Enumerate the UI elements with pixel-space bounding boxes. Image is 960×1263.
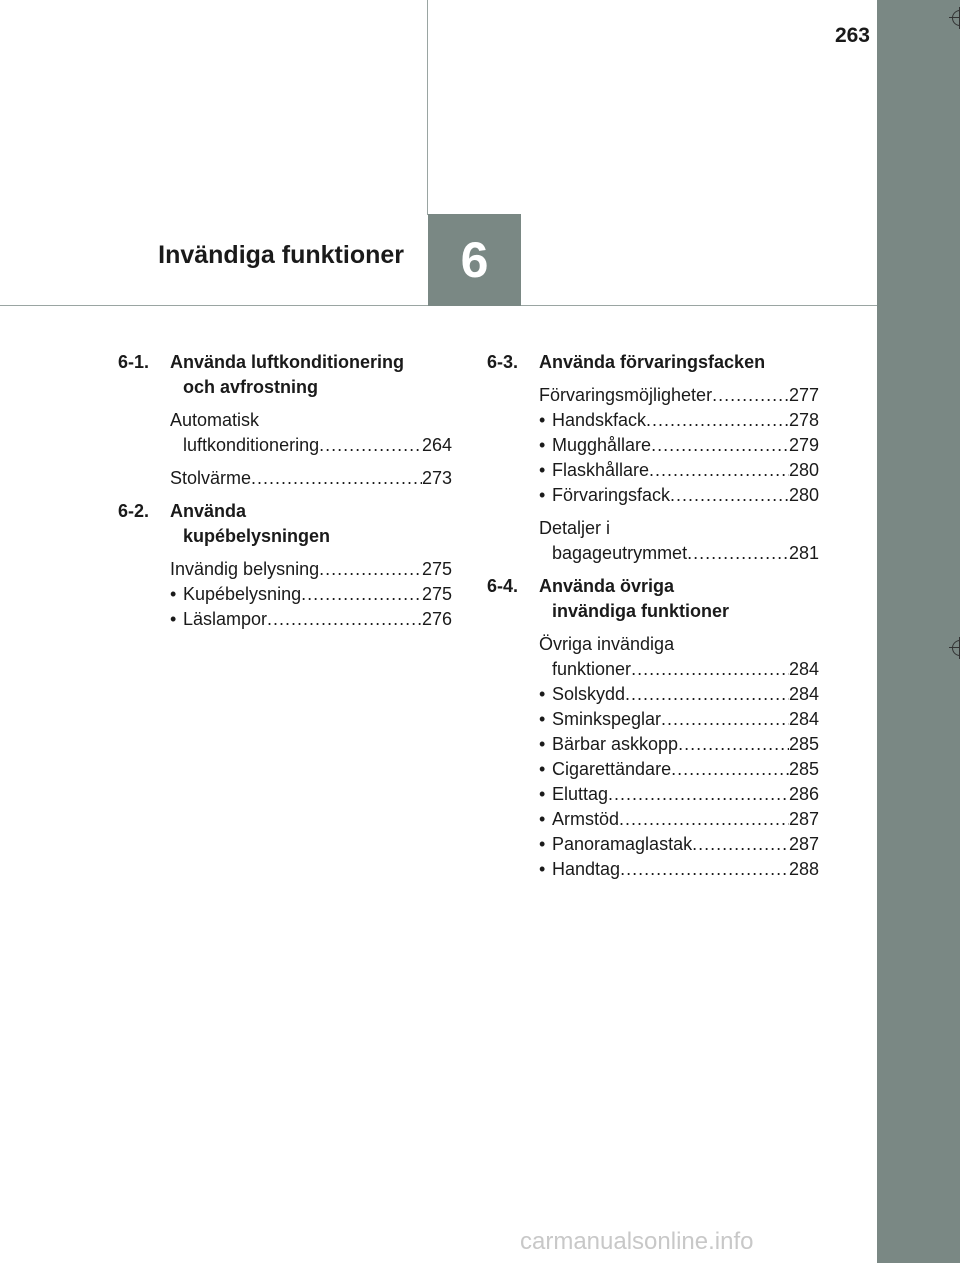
toc-entry-label: Panoramaglastak	[552, 834, 693, 854]
dot-leader	[301, 582, 422, 607]
toc-entry-line	[539, 657, 819, 682]
toc-entry-page: 285	[788, 759, 819, 779]
toc-entry-line	[552, 807, 819, 832]
toc-entry-label: Eluttag	[552, 784, 609, 804]
toc-entry[interactable]	[118, 557, 452, 582]
bullet-icon: •	[170, 584, 177, 604]
toc-entry-label: Invändig belysning	[170, 559, 320, 579]
bullet-icon: •	[539, 435, 546, 455]
dot-leader	[712, 383, 789, 408]
dot-leader	[692, 832, 789, 857]
dot-leader	[251, 466, 422, 491]
toc-section-number: 6-1.	[118, 352, 150, 372]
toc-entry-page: 287	[788, 834, 819, 854]
toc-entry-line	[552, 832, 819, 857]
toc-section-title	[170, 499, 452, 549]
toc-entry-page: 284	[788, 659, 819, 679]
toc-entry[interactable]	[487, 516, 819, 566]
toc-section-6-2[interactable]	[118, 499, 452, 549]
toc-entry-label: Bärbar askkopp	[552, 734, 679, 754]
toc-section-6-1[interactable]	[118, 350, 452, 400]
dot-leader	[631, 657, 789, 682]
dot-leader	[678, 732, 789, 757]
toc-section-6-4[interactable]	[487, 574, 819, 624]
toc-entry-page: 280	[788, 460, 819, 480]
toc-entry[interactable]	[487, 458, 819, 483]
toc-entry-page: 287	[788, 809, 819, 829]
dot-leader	[608, 782, 789, 807]
chapter-side-bar	[877, 0, 960, 1263]
toc-entry-line	[539, 516, 819, 541]
toc-section-title-line: och avfrostning	[183, 377, 319, 397]
bullet-icon: •	[539, 734, 546, 754]
toc-entry-line	[552, 483, 819, 508]
toc-entry[interactable]	[487, 682, 819, 707]
toc-entry-page: 284	[788, 709, 819, 729]
toc-entry[interactable]	[487, 408, 819, 433]
toc-entry[interactable]	[118, 408, 452, 458]
chapter-title: Invändiga funktioner	[158, 241, 404, 269]
dot-leader	[319, 433, 422, 458]
toc-entry-label: Detaljer i	[539, 518, 611, 538]
toc-entry-label: Förvaringsmöjligheter	[539, 385, 713, 405]
toc-entry-line	[539, 541, 819, 566]
toc-entry-label: Automatisk	[170, 410, 260, 430]
bullet-icon: •	[170, 609, 177, 629]
toc-section-title-line: Använda luftkonditionering	[170, 352, 404, 372]
bullet-icon: •	[539, 485, 546, 505]
toc-entry-line	[170, 557, 452, 582]
toc-entry-label: Förvaringsfack	[552, 485, 671, 505]
dot-leader	[619, 807, 789, 832]
toc-section-number: 6-3.	[487, 352, 519, 372]
bullet-icon: •	[539, 834, 546, 854]
toc-entry-label: bagageutrymmet	[552, 543, 688, 563]
dot-leader	[661, 707, 789, 732]
toc-entry-page: 286	[788, 784, 819, 804]
toc-entry-label: Solskydd	[552, 684, 626, 704]
toc-entry-page: 276	[421, 609, 452, 629]
dot-leader	[319, 557, 422, 582]
page-number: 263	[834, 24, 870, 47]
bullet-icon: •	[539, 684, 546, 704]
toc-entry-label: Handskfack	[552, 410, 647, 430]
toc-entry-label: Mugghållare	[552, 435, 652, 455]
toc-entry-page: 275	[421, 559, 452, 579]
toc-entry-line	[539, 383, 819, 408]
toc-entry-line	[183, 582, 452, 607]
vertical-rule	[427, 0, 428, 215]
toc-entry[interactable]	[487, 632, 819, 682]
toc-entry-page: 273	[421, 468, 452, 488]
chapter-number-box	[428, 214, 521, 306]
toc-section-title	[539, 574, 819, 624]
bullet-icon: •	[539, 784, 546, 804]
toc-entry-page: 284	[788, 684, 819, 704]
toc-entry-line	[552, 408, 819, 433]
toc-section-number: 6-2.	[118, 501, 150, 521]
toc-entry-line	[539, 632, 819, 657]
toc-entry-page: 278	[788, 410, 819, 430]
toc-entry[interactable]	[118, 582, 452, 607]
dot-leader	[267, 607, 422, 632]
toc-entry-label: Läslampor	[183, 609, 268, 629]
toc-entry-line	[170, 408, 452, 433]
bullet-icon: •	[539, 759, 546, 779]
toc-entry[interactable]	[487, 483, 819, 508]
toc-entry-page: 281	[788, 543, 819, 563]
toc-entry-line	[552, 857, 819, 882]
chapter-number: 6	[460, 232, 489, 288]
toc-entry[interactable]	[487, 832, 819, 857]
bullet-icon: •	[539, 709, 546, 729]
toc-entry-label: luftkonditionering	[183, 435, 320, 455]
toc-entry-label: Cigarettändare	[552, 759, 672, 779]
toc-entry-page: 264	[421, 435, 452, 455]
toc-entry-page: 279	[788, 435, 819, 455]
registration-mark-icon	[949, 637, 960, 659]
toc-entry[interactable]	[118, 466, 452, 491]
toc-entry-line	[170, 466, 452, 491]
toc-entry-line	[552, 433, 819, 458]
toc-entry-line	[183, 607, 452, 632]
toc-entry[interactable]	[487, 757, 819, 782]
watermark: carmanualsonline.info	[520, 1228, 754, 1255]
toc-entry-page: 277	[788, 385, 819, 405]
toc-entry-label: Övriga invändiga	[539, 634, 675, 654]
toc-entry-label: funktioner	[552, 659, 632, 679]
toc-entry[interactable]	[118, 607, 452, 632]
toc-entry-page: 285	[788, 734, 819, 754]
toc-section-title-line: kupébelysningen	[183, 526, 331, 546]
bullet-icon: •	[539, 410, 546, 430]
toc-left-column	[118, 350, 452, 640]
toc-entry[interactable]	[487, 732, 819, 757]
dot-leader	[670, 483, 789, 508]
toc-entry-label: Kupébelysning	[183, 584, 302, 604]
toc-section-title-line: invändiga funktioner	[552, 601, 730, 621]
toc-entry-line	[552, 682, 819, 707]
registration-mark-icon	[949, 7, 960, 29]
toc-section-title-line: Använda	[170, 501, 247, 521]
toc-entry-label: Stolvärme	[170, 468, 252, 488]
toc-entry-line	[170, 433, 452, 458]
toc-section-number: 6-4.	[487, 576, 519, 596]
toc-entry-line	[552, 782, 819, 807]
bullet-icon: •	[539, 809, 546, 829]
toc-entry-label: Handtag	[552, 859, 621, 879]
toc-entry-label: Armstöd	[552, 809, 620, 829]
toc-entry-line	[552, 757, 819, 782]
toc-entry-line	[552, 707, 819, 732]
dot-leader	[651, 433, 789, 458]
dot-leader	[625, 682, 789, 707]
toc-entry[interactable]	[487, 857, 819, 882]
toc-section-title-line: Använda förvaringsfacken	[539, 352, 766, 372]
toc-entry[interactable]	[487, 707, 819, 732]
dot-leader	[687, 541, 789, 566]
toc-entry-page: 280	[788, 485, 819, 505]
toc-entry-line	[552, 732, 819, 757]
toc-entry-line	[552, 458, 819, 483]
toc-section-6-3[interactable]	[487, 350, 819, 375]
toc-section-title	[539, 350, 819, 375]
toc-section-title-line: Använda övriga	[539, 576, 675, 596]
toc-entry[interactable]	[487, 383, 819, 408]
dot-leader	[620, 857, 789, 882]
toc-entry[interactable]	[487, 433, 819, 458]
toc-entry-page: 288	[788, 859, 819, 879]
dot-leader	[646, 408, 789, 433]
toc-entry-label: Flaskhållare	[552, 460, 650, 480]
toc-entry-label: Sminkspeglar	[552, 709, 662, 729]
toc-entry[interactable]	[487, 782, 819, 807]
dot-leader	[649, 458, 789, 483]
bullet-icon: •	[539, 859, 546, 879]
toc-entry-page: 275	[421, 584, 452, 604]
toc-right-column	[487, 350, 819, 890]
toc-section-title	[170, 350, 452, 400]
dot-leader	[671, 757, 789, 782]
toc-entry[interactable]	[487, 807, 819, 832]
bullet-icon: •	[539, 460, 546, 480]
